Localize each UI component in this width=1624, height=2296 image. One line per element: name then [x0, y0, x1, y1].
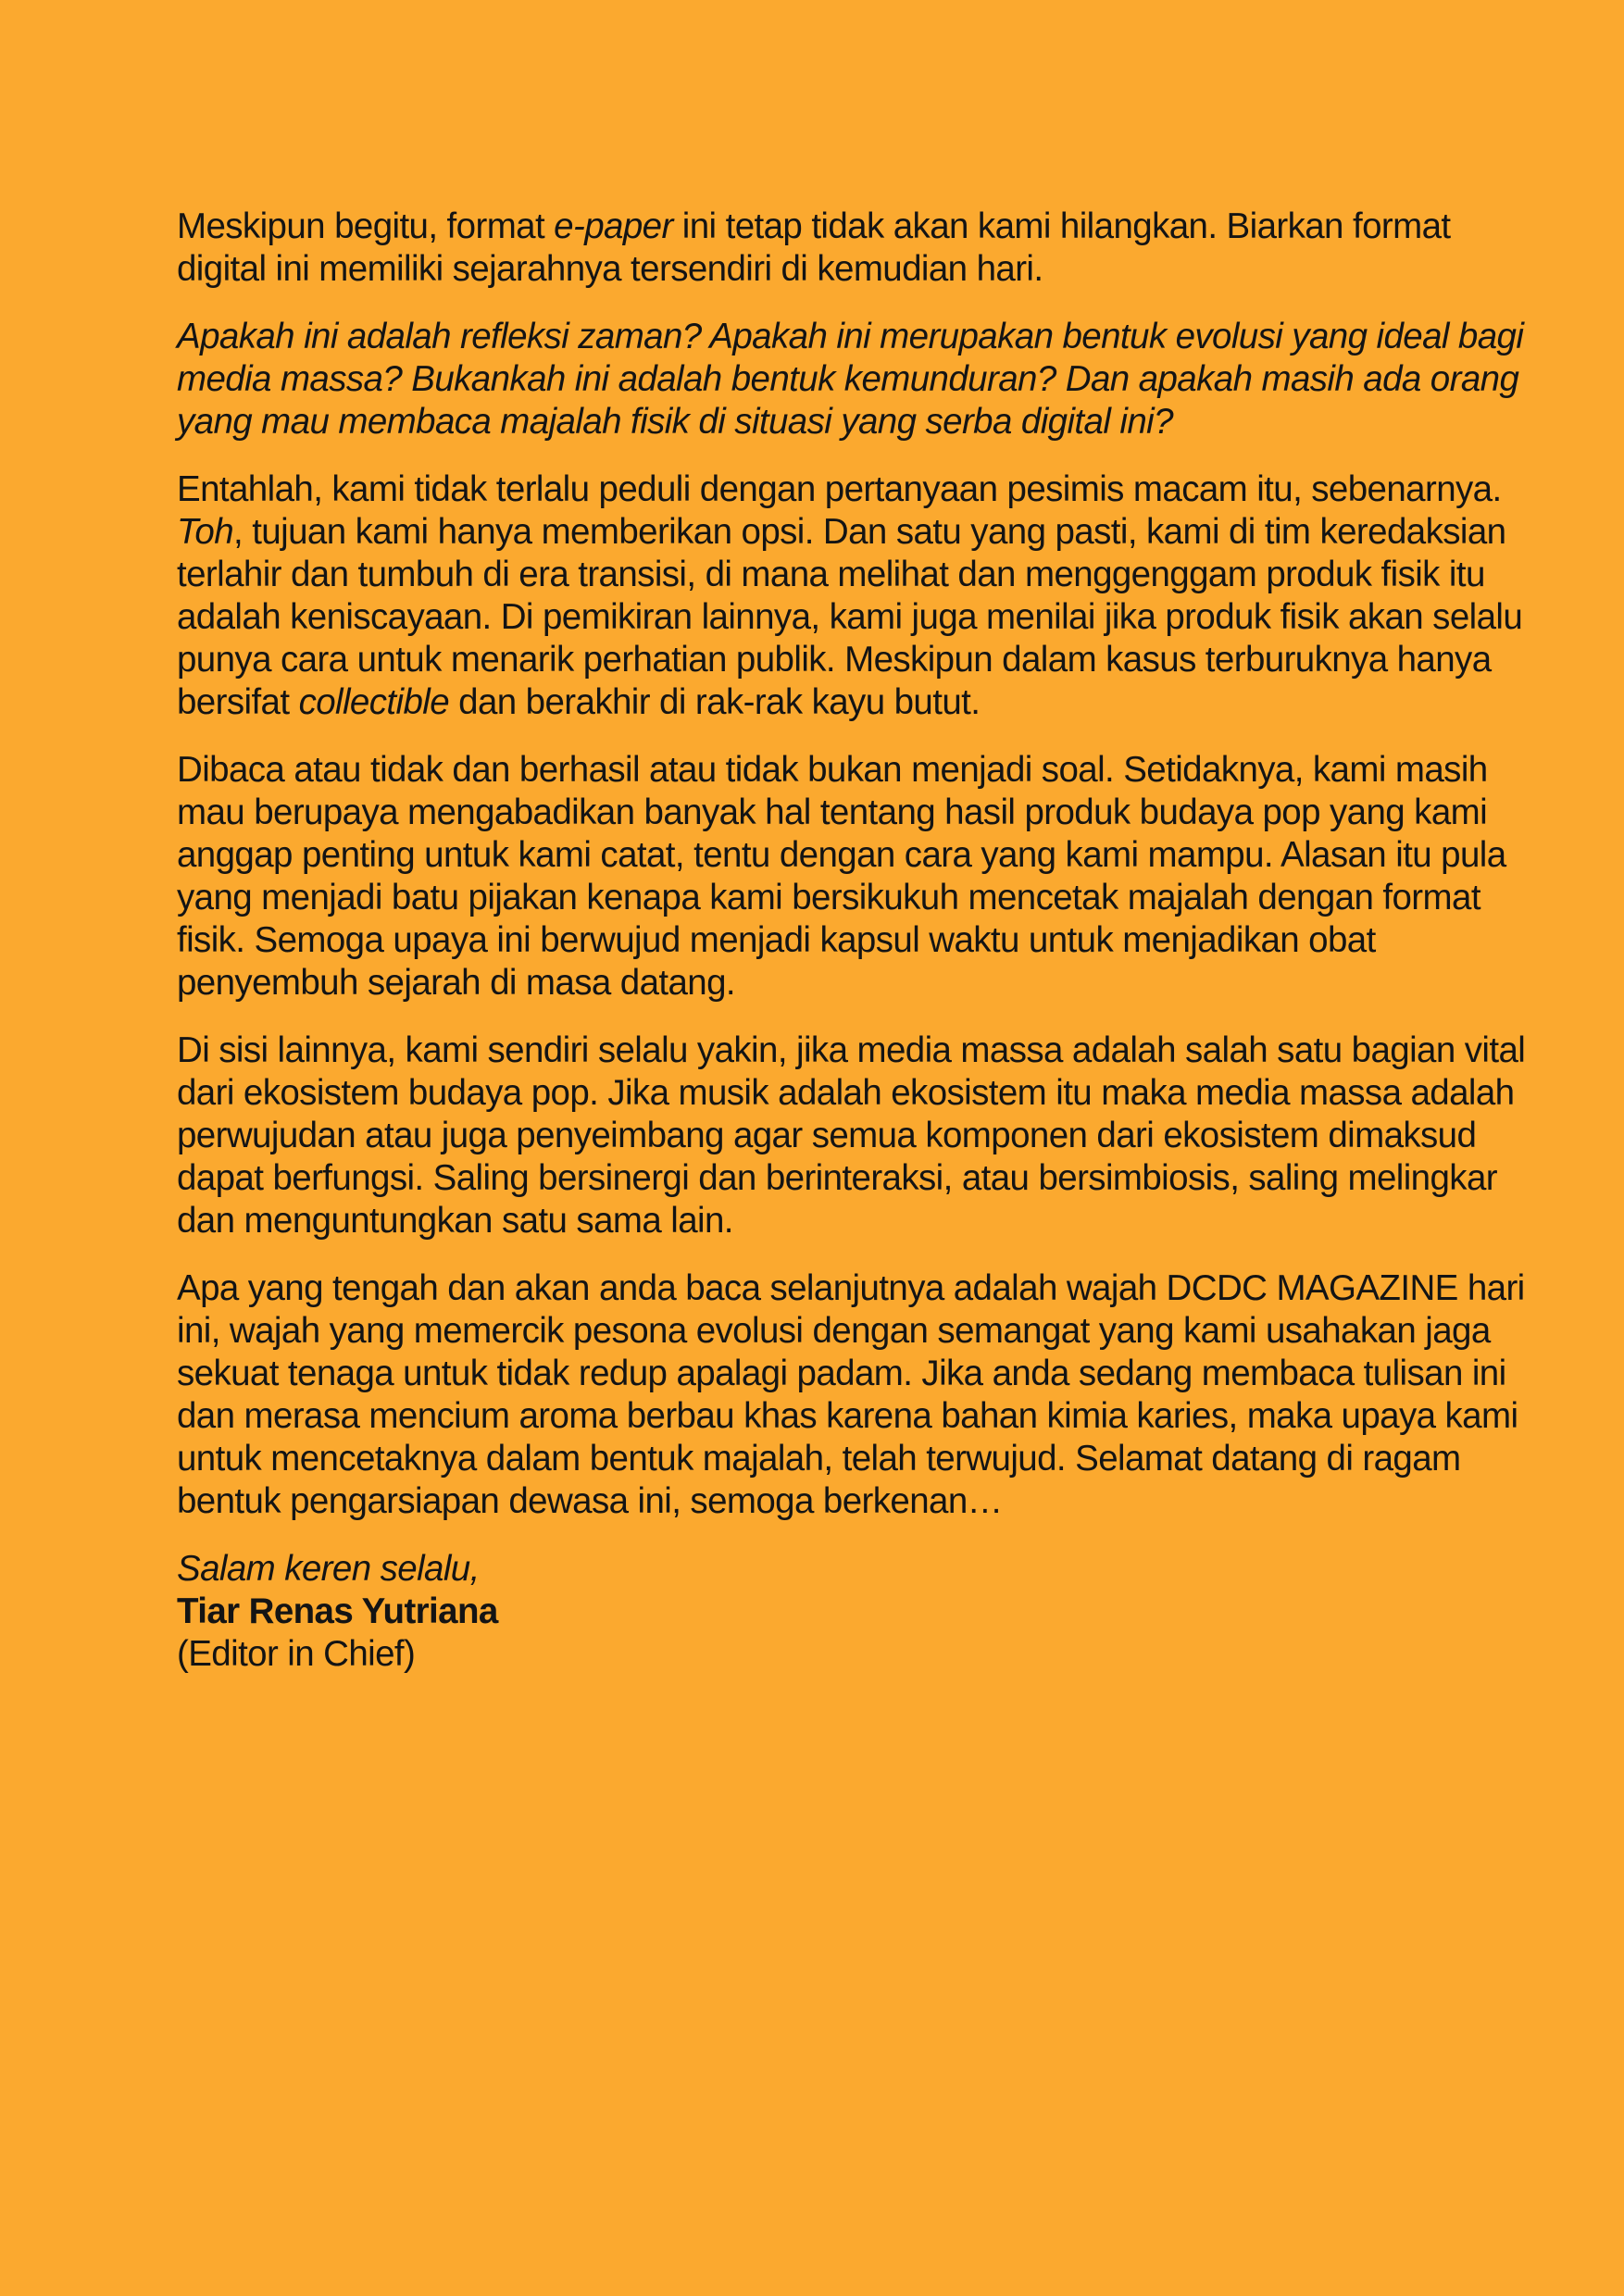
article-body: [177, 206, 1538, 1676]
signature-role: (Editor in Chief): [177, 1634, 416, 1674]
paragraph-3-text-a: Entahlah, kami tidak terlalu peduli dengan pertanyaan pesimis macam itu, sebenarnya.: [177, 469, 1502, 509]
signature-name: Tiar Renas Yutriana: [177, 1591, 498, 1631]
paragraph-6: Apa yang tengah dan akan anda baca selanjutnya adalah wajah DCDC MAGAZINE hari ini, wajah yang memercik pesona evolusi dengan semangat yang kami usahakan jaga sekuat tenaga untuk tidak redup apalagi padam. Jika anda sedang membaca tulisan ini dan merasa mencium aroma berbau khas karena bahan kimia karies, maka upaya kami untuk mencetaknya dalam bentuk majalah, telah terwujud. Selamat datang di ragam bentuk pengarsiapan dewasa ini, semoga berkenan…: [177, 1268, 1525, 1521]
paragraph-5: Di sisi lainnya, kami sendiri selalu yakin, jika media massa adalah salah satu bagian vital dari ekosistem budaya pop. Jika musik adalah ekosistem itu maka media massa adalah perwujudan atau juga penyeimbang agar semua komponen dari ekosistem dimaksud dapat berfungsi. Saling bersinergi dan berinteraksi, atau bersimbiosis, saling melingkar dan menguntungkan satu sama lain.: [177, 1030, 1526, 1241]
paragraph-1-emphasis: e-paper: [554, 206, 673, 246]
paragraph-3-text-c: , tujuan kami hanya memberikan opsi. Dan satu yang pasti, kami di tim keredaksian terlahir dan tumbuh di era transisi, di mana melihat dan menggenggam produk fisik itu adalah keniscayaan. Di pemikiran lainnya, kami juga menilai jika produk fisik akan selalu punya cara untuk menarik perhatian publik. Meskipun dalam kasus terburuknya hanya bersifat: [177, 512, 1523, 722]
paragraph-4: Dibaca atau tidak dan berhasil atau tidak bukan menjadi soal. Setidaknya, kami masih mau berupaya mengabadikan banyak hal tentang hasil produk budaya pop yang kami anggap penting untuk kami catat, tentu dengan cara yang kami mampu. Alasan itu pula yang menjadi batu pijakan kenapa kami bersikukuh mencetak majalah dengan format fisik. Semoga upaya ini berwujud menjadi kapsul waktu untuk menjadikan obat penyembuh sejarah di masa datang.: [177, 750, 1506, 1003]
paragraph-1: [177, 206, 1538, 291]
paragraph-3-emphasis-toh: Toh: [177, 512, 234, 552]
paragraph-3-text-e: dan berakhir di rak-rak kayu butut.: [449, 682, 981, 722]
signature-block: [177, 1548, 1538, 1676]
paragraph-3-emphasis-collectible: collectible: [298, 682, 450, 722]
paragraph-1-text-c: ini tetap tidak akan kami hilangkan. Biarkan format digital ini memiliki sejarahnya tersendiri di kemudian hari.: [177, 206, 1451, 289]
paragraph-2: Apakah ini adalah refleksi zaman? Apakah ini merupakan bentuk evolusi yang ideal bagi media massa? Bukankah ini adalah bentuk kemunduran? Dan apakah masih ada orang yang mau membaca majalah fisik di situasi yang serba digital ini?: [177, 317, 1524, 442]
paragraph-1-text-a: Meskipun begitu, format: [177, 206, 555, 246]
paragraph-3: [177, 468, 1538, 724]
signature-greeting: Salam keren selalu,: [177, 1549, 480, 1589]
